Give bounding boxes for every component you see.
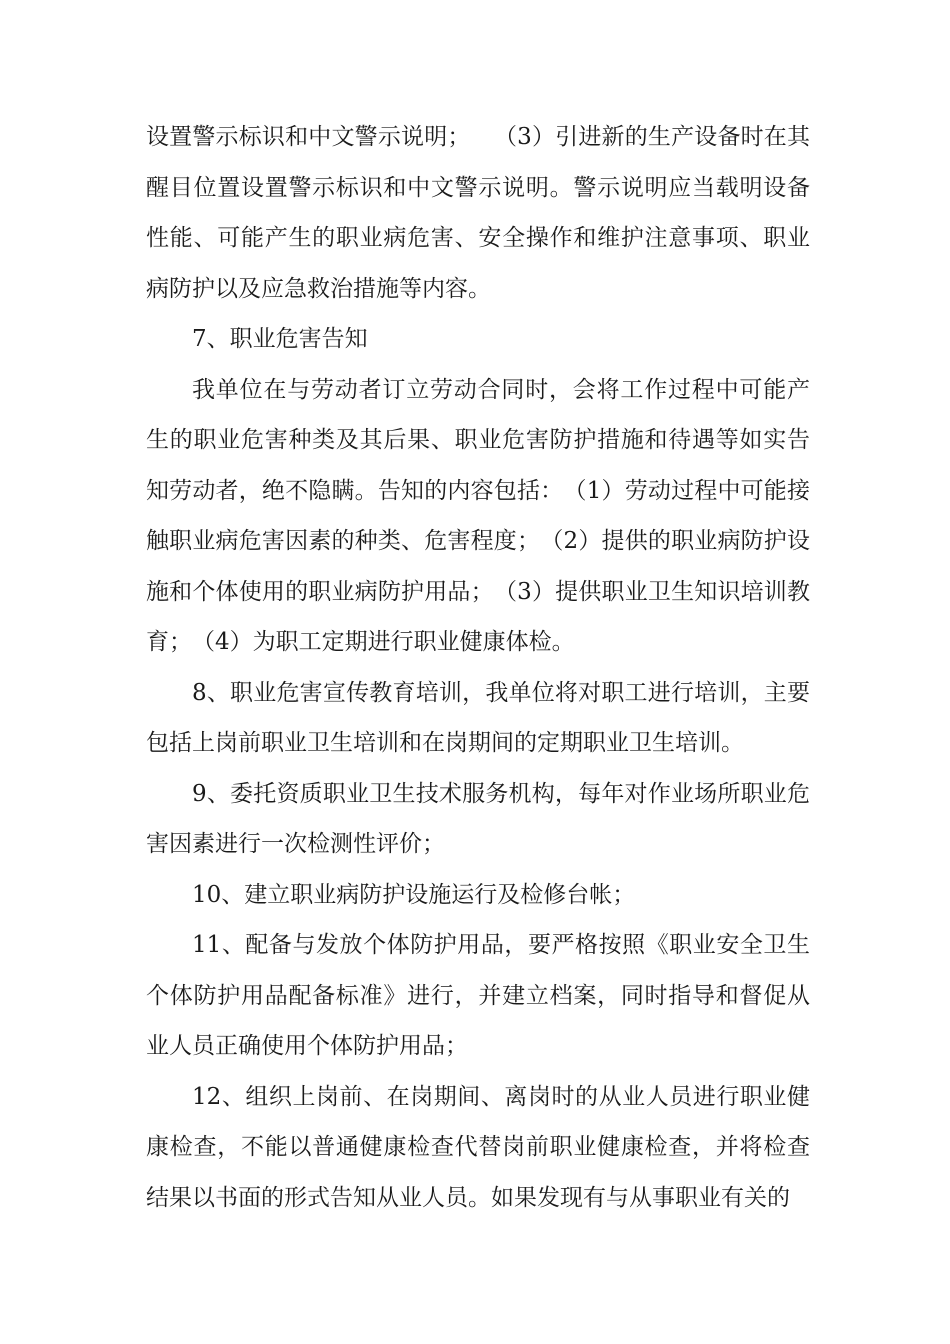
paragraph-health-checkups: 12、组织上岗前、在岗期间、离岗时的从业人员进行职业健康检查，不能以普通健康检查代替岗前职业健康检查，并将检查结果以书面的形式告知从业人员。如果发现有与从事职业有关的 — [146, 1083, 810, 1211]
document-body — [146, 112, 810, 1223]
heading-hazard-notification: 7、职业危害告知 — [192, 326, 368, 352]
paragraph-protective-equipment: 11、配备与发放个体防护用品，要严格按照《职业安全卫生个体防护用品配备标准》进行，并建立档案，同时指导和督促从业人员正确使用个体防护用品； — [146, 932, 810, 1059]
paragraph-facility-ledger: 10、建立职业病防护设施运行及检修台帐； — [192, 881, 636, 908]
paragraph-training: 8、职业危害宣传教育培训，我单位将对职工进行培训，主要包括上岗前职业卫生培训和在岗期间的定期职业卫生培训。 — [146, 679, 810, 756]
paragraph-warning-signs: 设置警示标识和中文警示说明； （3）引进新的生产设备时在其醒目位置设置警示标识和中文警示说明。警示说明应当载明设备性能、可能产生的职业病危害、安全操作和维护注意事项、职业病防护以及应急救治措施等内容。 — [146, 124, 810, 302]
paragraph-hazard-notification: 我单位在与劳动者订立劳动合同时，会将工作过程中可能产生的职业危害种类及其后果、职业危害防护措施和待遇等如实告知劳动者，绝不隐瞒。告知的内容包括： （1）劳动过程中可能接触职业病危害因素的种类、危害程度； （2）提供的职业病防护设施和个体使用的职业病防护用品； （3）提供职业卫生知识培训教育； （4）为职工定期进行职业健康体检。 — [146, 376, 810, 655]
paragraph-inspection-evaluation: 9、委托资质职业卫生技术服务机构，每年对作业场所职业危害因素进行一次检测性评价； — [146, 780, 810, 857]
